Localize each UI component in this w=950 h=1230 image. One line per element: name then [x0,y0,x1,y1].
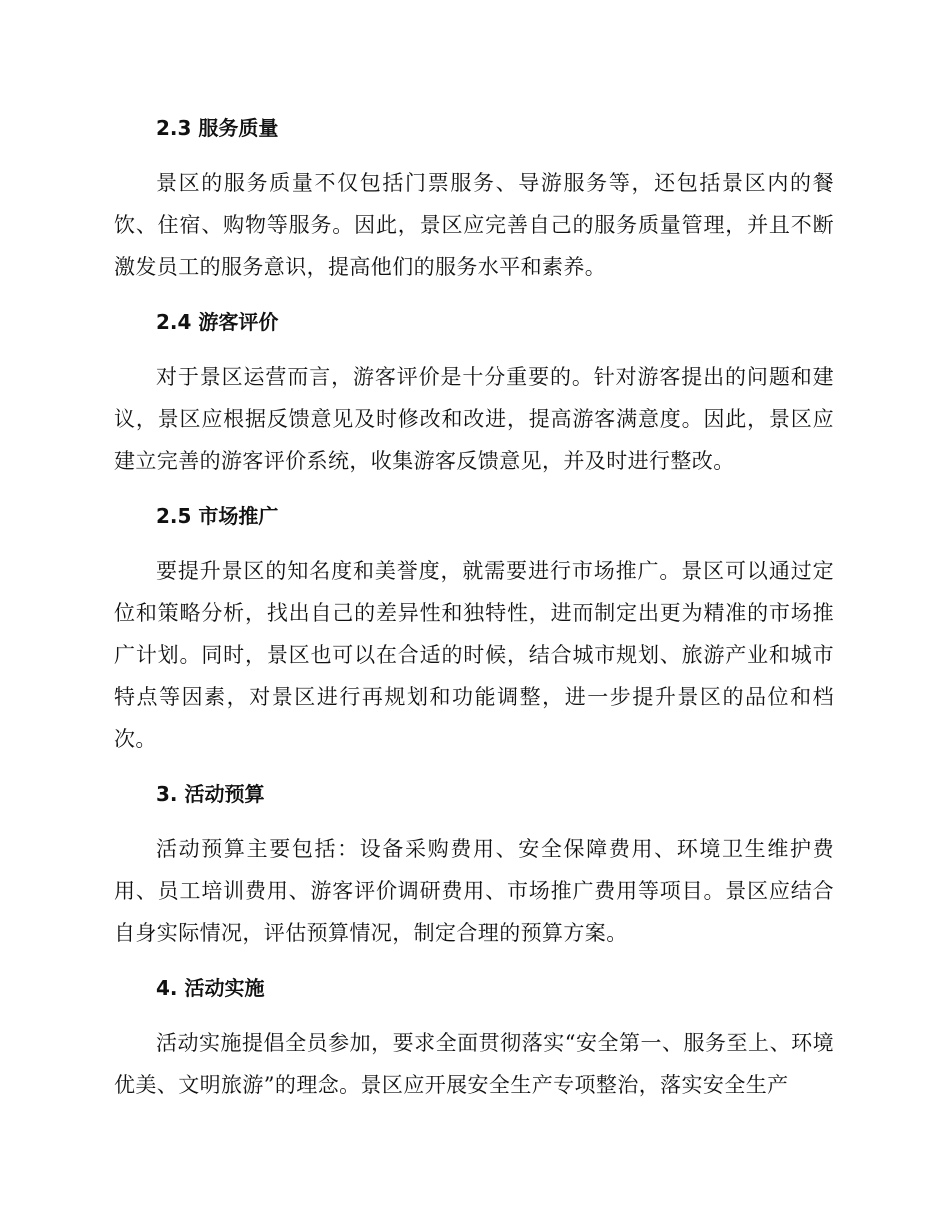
section-heading-activity-implementation: 4. 活动实施 [156,976,265,1000]
section-heading-service-quality: 2.3 服务质量 [156,116,279,140]
section-heading-activity-budget: 3. 活动预算 [156,782,265,806]
section-body-visitor-evaluation: 对于景区运营而言，游客评价是十分重要的。针对游客提出的问题和建议，景区应根据反馈意见及时修改和改进，提高游客满意度。因此，景区应建立完善的游客评价系统，收集游客反馈意见，并及时进行整改。 [114,365,834,473]
section-body-market-promotion: 要提升景区的知名度和美誉度，就需要进行市场推广。景区可以通过定位和策略分析，找出自己的差异性和独特性，进而制定出更为精准的市场推广计划。同时，景区也可以在合适的时候，结合城市规划、旅游产业和城市特点等因素，对景区进行再规划和功能调整，进一步提升景区的品位和档次。 [114,559,834,751]
section-body-activity-implementation: 活动实施提倡全员参加，要求全面贯彻落实“安全第一、服务至上、环境优美、文明旅游”的理念。景区应开展安全生产专项整治，落实安全生产 [114,1031,834,1097]
section-body-service-quality: 景区的服务质量不仅包括门票服务、导游服务等，还包括景区内的餐饮、住宿、购物等服务。因此，景区应完善自己的服务质量管理，并且不断激发员工的服务意识，提高他们的服务水平和素养。 [114,171,834,279]
section-heading-visitor-evaluation: 2.4 游客评价 [156,310,279,334]
section-heading-market-promotion: 2.5 市场推广 [156,504,279,528]
section-body-activity-budget: 活动预算主要包括：设备采购费用、安全保障费用、环境卫生维护费用、员工培训费用、游客评价调研费用、市场推广费用等项目。景区应结合自身实际情况，评估预算情况，制定合理的预算方案。 [114,837,834,945]
